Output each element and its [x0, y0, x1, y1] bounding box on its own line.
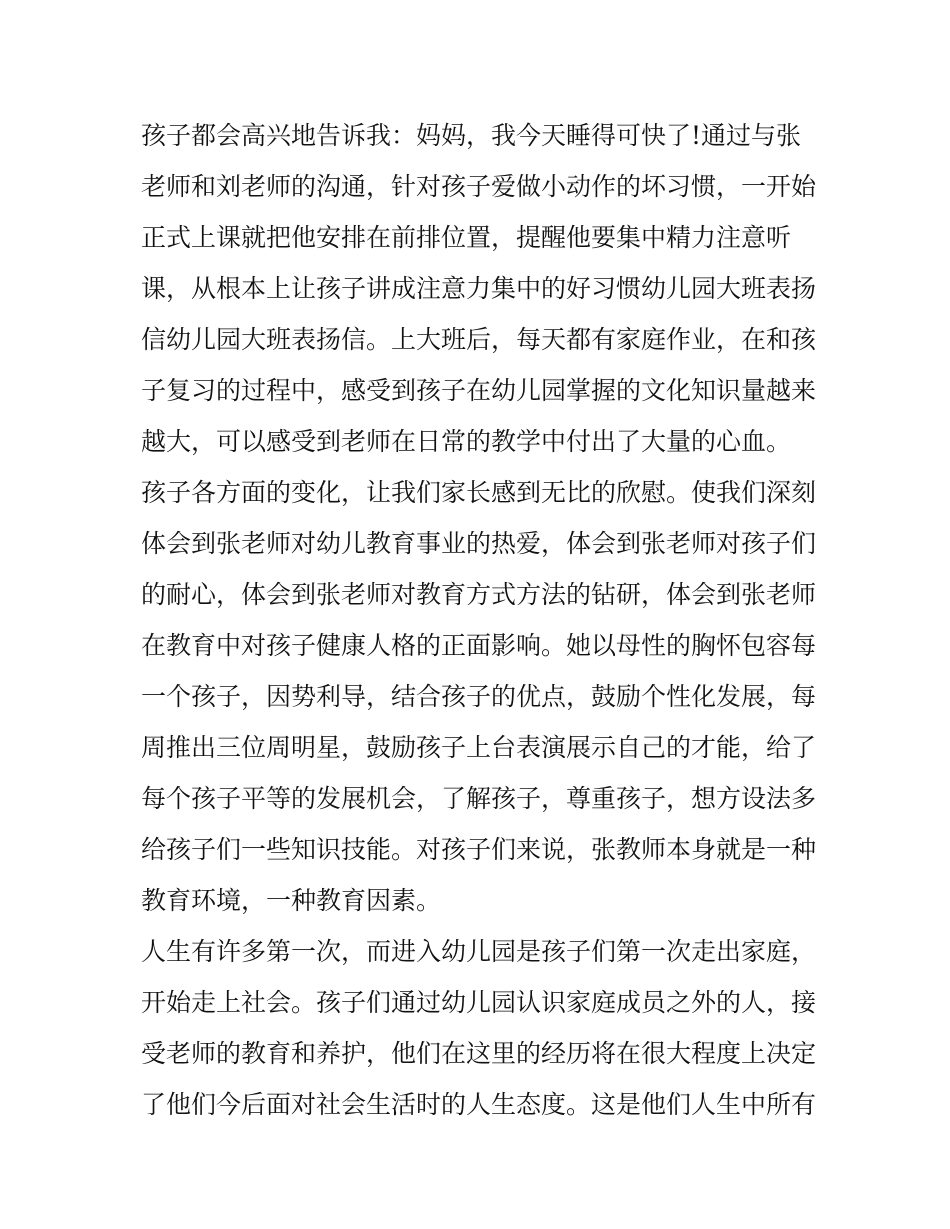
text-line: 教育环境，一种教育因素。 [141, 886, 442, 915]
text-line: 的耐心，体会到张老师对教育方式方法的钻研，体会到张老师 [141, 580, 817, 609]
text-line: 正式上课就把他安排在前排位置，提醒他要集中精力注意听 [141, 223, 792, 252]
text-line: 周推出三位周明星，鼓励孩子上台表演展示自己的才能，给了 [141, 733, 817, 762]
text-line: 子复习的过程中，感受到孩子在幼儿园掌握的文化知识量越来 [141, 376, 817, 405]
text-line: 老师和刘老师的沟通，针对孩子爱做小动作的坏习惯，一开始 [141, 172, 817, 201]
text-line: 越大，可以感受到老师在日常的教学中付出了大量的心血。 [141, 427, 792, 456]
document-body [141, 110, 821, 1130]
text-line: 了他们今后面对社会生活时的人生态度。这是他们人生中所有 [141, 1090, 817, 1119]
text-line: 孩子都会高兴地告诉我：妈妈，我今天睡得可快了!通过与张 [141, 121, 802, 150]
text-line: 体会到张老师对幼儿教育事业的热爱，体会到张老师对孩子们 [141, 529, 817, 558]
text-line: 信幼儿园大班表扬信。上大班后，每天都有家庭作业，在和孩 [141, 325, 817, 354]
text-line: 给孩子们一些知识技能。对孩子们来说，张教师本身就是一种 [141, 835, 817, 864]
text-line: 人生有许多第一次，而进入幼儿园是孩子们第一次走出家庭， [141, 937, 817, 966]
text-line: 每个孩子平等的发展机会，了解孩子，尊重孩子，想方设法多 [141, 784, 817, 813]
text-line: 开始走上社会。孩子们通过幼儿园认识家庭成员之外的人，接 [141, 988, 817, 1017]
text-line: 孩子各方面的变化，让我们家长感到无比的欣慰。使我们深刻 [141, 478, 817, 507]
text-line: 受老师的教育和养护，他们在这里的经历将在很大程度上决定 [141, 1039, 817, 1068]
text-line: 课，从根本上让孩子讲成注意力集中的好习惯幼儿园大班表扬 [141, 274, 817, 303]
text-line: 一个孩子，因势利导，结合孩子的优点，鼓励个性化发展，每 [141, 682, 817, 711]
text-line: 在教育中对孩子健康人格的正面影响。她以母性的胸怀包容每 [141, 631, 817, 660]
